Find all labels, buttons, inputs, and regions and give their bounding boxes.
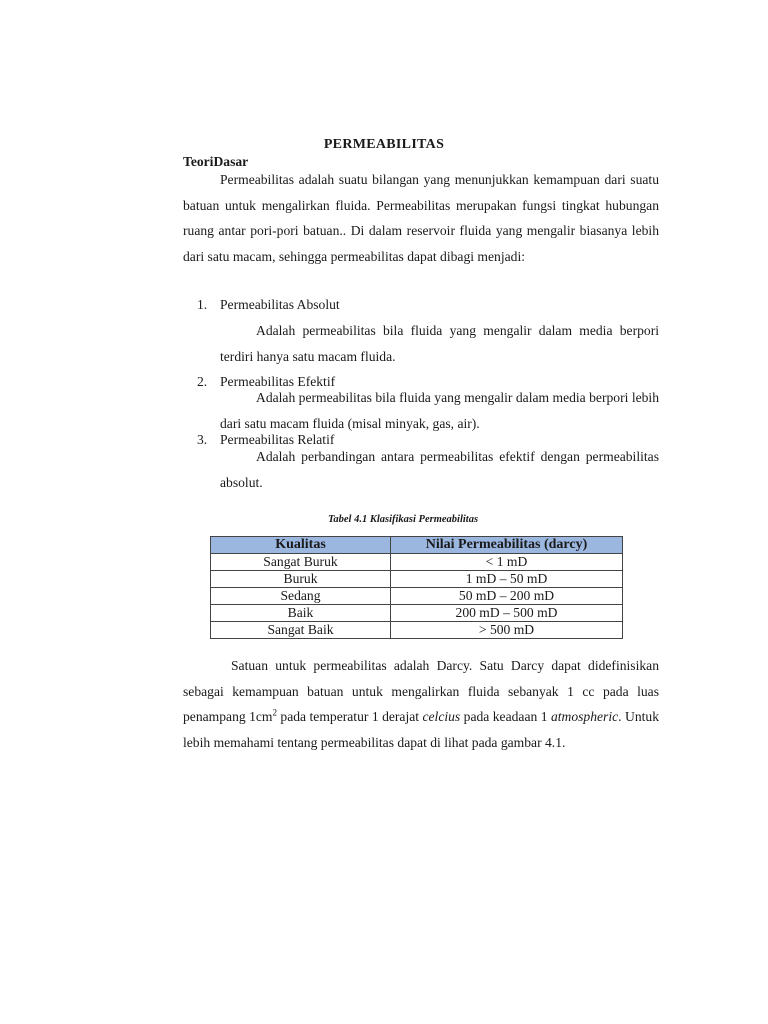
list-desc-efektif <box>220 385 659 436</box>
closing-text-2: pada temperatur 1 derajat <box>277 709 423 724</box>
table-cell: > 500 mD <box>391 622 623 639</box>
table-row <box>211 588 623 605</box>
table-cell: Sangat Baik <box>211 622 391 639</box>
list-desc-text: Adalah perbandingan antara permeabilitas efektif dengan permeabilitas absolut. <box>220 449 659 490</box>
closing-text-3: pada keadaan 1 <box>460 709 551 724</box>
list-desc-relatif <box>220 444 659 495</box>
table-cell: Sedang <box>211 588 391 605</box>
list-label: Permeabilitas Relatif <box>220 432 335 447</box>
header-kualitas: Kualitas <box>211 537 391 554</box>
page-title: PERMEABILITAS <box>323 137 445 152</box>
list-label: Permeabilitas Absolut <box>220 297 340 312</box>
intro-paragraph <box>183 167 659 269</box>
section-subheading: TeoriDasar <box>183 154 249 169</box>
list-item-absolut <box>197 297 340 313</box>
table-caption: Tabel 4.1 Klasifikasi Permeabilitas <box>327 514 479 525</box>
table-cell: 1 mD – 50 mD <box>391 571 623 588</box>
table-cell: 200 mD – 500 mD <box>391 605 623 622</box>
intro-text: Permeabilitas adalah suatu bilangan yang menunjukkan kemampuan dari suatu batuan untuk mengalirkan fluida. Permeabilitas merupakan fungsi tingkat hubungan ruang antar pori-pori batuan.. Di dalam reservoir fluida yang mengalir biasanya lebih dari satu macam, sehingga permeabilitas dapat dibagi menjadi: <box>183 172 659 264</box>
table-cell: < 1 mD <box>391 554 623 571</box>
closing-text-4: . Untuk lebih memahami tentang permeabilitas dapat di lihat pada gambar 4.1. <box>183 709 659 750</box>
table-row <box>211 622 623 639</box>
term-celcius: celcius <box>422 709 461 724</box>
table-cell: Sangat Buruk <box>211 554 391 571</box>
table-cell: 50 mD – 200 mD <box>391 588 623 605</box>
list-label: Permeabilitas Efektif <box>220 374 336 389</box>
list-number: 2. <box>197 374 208 389</box>
list-desc-text: Adalah permeabilitas bila fluida yang mengalir dalam media berpori lebih dari satu macam fluida (misal minyak, gas, air). <box>220 390 659 431</box>
closing-paragraph <box>183 653 659 755</box>
table-header-row <box>211 537 623 554</box>
superscript-2: 2 <box>272 707 277 718</box>
header-nilai: Nilai Permeabilitas (darcy) <box>391 537 623 554</box>
list-desc-text: Adalah permeabilitas bila fluida yang mengalir dalam media berpori terdiri hanya satu macam fluida. <box>220 323 659 364</box>
table-cell: Buruk <box>211 571 391 588</box>
table-row <box>211 605 623 622</box>
term-atmospheric: atmospheric <box>550 709 619 724</box>
table-cell: Baik <box>211 605 391 622</box>
list-number: 1. <box>197 297 208 312</box>
list-desc-absolut <box>220 318 659 369</box>
closing-text-1: Satuan untuk permeabilitas adalah Darcy. Satu Darcy dapat didefinisikan sebagai kemampuan batuan untuk mengalirkan fluida sebanyak 1 cc pada luas penampang 1cm <box>183 658 659 724</box>
table-row <box>211 554 623 571</box>
table-row <box>211 571 623 588</box>
list-number: 3. <box>197 432 208 447</box>
permeability-table <box>210 536 623 639</box>
